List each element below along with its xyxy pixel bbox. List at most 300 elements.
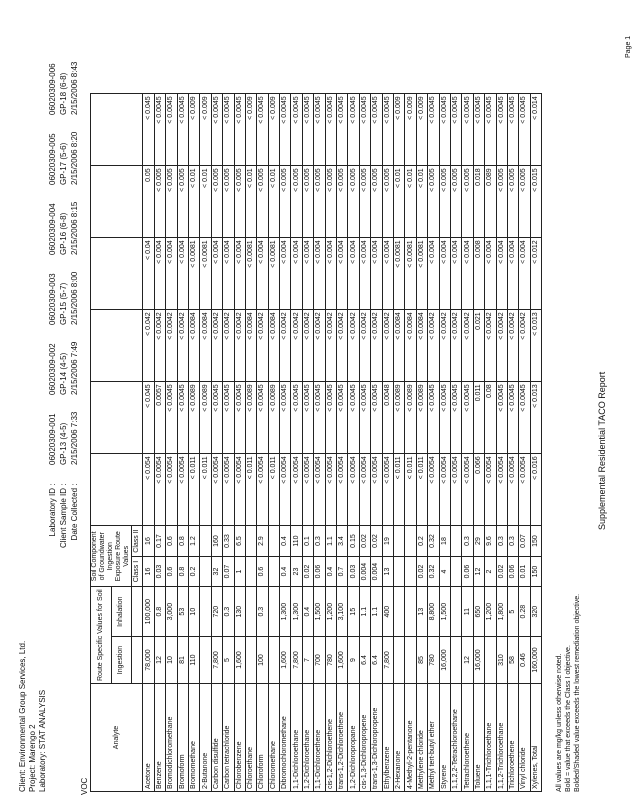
sample-result: < 0.0081: [200, 238, 211, 310]
lab-id-label: Laboratory ID :: [48, 483, 57, 537]
inhalation-value: 1.1: [359, 587, 370, 637]
inhalation-value: 8,800: [428, 587, 439, 637]
table-row: [177, 94, 188, 792]
inhalation-value: [245, 587, 256, 637]
inhalation-value: [450, 587, 461, 637]
sample-result: < 0.005: [177, 166, 188, 238]
inhalation-value: 1,800: [496, 587, 507, 637]
sample-result: 0.066: [473, 454, 484, 526]
inhalation-value: 0.3: [223, 587, 234, 637]
sample-result: < 0.0045: [166, 382, 177, 454]
ingestion-value: 780: [325, 637, 336, 684]
analyte-name: 1,1,2-Trichloroethane: [496, 684, 507, 792]
inhalation-value: 1,500: [439, 587, 450, 637]
table-row: [382, 94, 393, 792]
class-two-value: 0.3: [314, 526, 325, 557]
class-one-value: 0.02: [496, 556, 507, 587]
ingestion-value: 6.4: [371, 637, 382, 684]
sample-result: 0.08: [485, 382, 496, 454]
class-one-value: [245, 556, 256, 587]
inhalation-value: 3,000: [166, 587, 177, 637]
sample-result: < 0.0054: [211, 454, 222, 526]
analyte-name: Dibromochloromethane: [280, 684, 291, 792]
sample-result: < 0.0045: [519, 382, 530, 454]
sample-result: < 0.004: [280, 238, 291, 310]
client-sample-id-label: Client Sample ID :: [59, 483, 68, 548]
sample-result: < 0.0045: [371, 382, 382, 454]
ingestion-value: 12: [462, 637, 473, 684]
sample-result: < 0.004: [348, 238, 359, 310]
analyte-name: 4-Methyl-2-pentanone: [405, 684, 416, 792]
sample-result: < 0.0045: [314, 94, 325, 166]
analyte-name: cis-1,2-Dichloroethene: [325, 684, 336, 792]
sample-result: < 0.0081: [405, 238, 416, 310]
table-row: [428, 94, 439, 792]
inhalation-value: 3,100: [337, 587, 348, 637]
sample-result: < 0.005: [428, 166, 439, 238]
ingestion-value: 700: [314, 637, 325, 684]
class-one-value: 0.06: [507, 556, 518, 587]
table-row: [302, 94, 313, 792]
sample-result: < 0.0042: [291, 310, 302, 382]
sample-result: < 0.011: [200, 454, 211, 526]
sample-result: < 0.0089: [245, 382, 256, 454]
sample-result: < 0.0045: [359, 382, 370, 454]
inhalation-value: 15: [348, 587, 359, 637]
sample-result: < 0.0045: [223, 382, 234, 454]
class-one-value: 0.03: [154, 556, 165, 587]
class-one-value: 0.32: [428, 556, 439, 587]
sample-result: < 0.0054: [507, 454, 518, 526]
class-one-value: 32: [211, 556, 222, 587]
sample-result: < 0.0042: [507, 310, 518, 382]
sample-result: < 0.011: [188, 454, 199, 526]
sample-result: < 0.005: [280, 166, 291, 238]
ingestion-value: 1,600: [280, 637, 291, 684]
sample-result: < 0.0045: [234, 382, 245, 454]
class-two-value: 18: [439, 526, 450, 557]
class-two-value: 9.6: [485, 526, 496, 557]
class-one-value: 4: [439, 556, 450, 587]
sample-result: < 0.0045: [166, 94, 177, 166]
sample-result: < 0.0042: [439, 310, 450, 382]
inhalation-value: 1,300: [280, 587, 291, 637]
analyte-name: Tetrachloroethene: [462, 684, 473, 792]
sample-result: < 0.0042: [371, 310, 382, 382]
sample-result: < 0.005: [348, 166, 359, 238]
sample-result: < 0.0054: [359, 454, 370, 526]
table-row: [450, 94, 461, 792]
sample-result: < 0.01: [188, 166, 199, 238]
sample-result: < 0.005: [234, 166, 245, 238]
sample-result: < 0.01: [245, 166, 256, 238]
table-row: [462, 94, 473, 792]
sample-result: < 0.004: [371, 238, 382, 310]
inhalation-value: 5: [507, 587, 518, 637]
table-row: [359, 94, 370, 792]
sample-result: < 0.0084: [245, 310, 256, 382]
sample-result: < 0.0054: [166, 454, 177, 526]
sample-result: < 0.0045: [462, 94, 473, 166]
sample-result: < 0.0084: [405, 310, 416, 382]
ingestion-value: [245, 637, 256, 684]
ingestion-value: 58: [507, 637, 518, 684]
sample-result: < 0.015: [530, 166, 541, 238]
sample-result: < 0.009: [245, 94, 256, 166]
sample-result: < 0.0042: [154, 310, 165, 382]
sample-result: < 0.0045: [507, 382, 518, 454]
class-one-value: [450, 556, 461, 587]
class-two-value: 150: [530, 526, 541, 557]
sample-result: 0.021: [473, 310, 484, 382]
sample-result: < 0.0045: [348, 94, 359, 166]
class-two-value: 6.5: [234, 526, 245, 557]
inhalation-value: 1.1: [371, 587, 382, 637]
sample-column-header: [47, 175, 80, 255]
sample-result: < 0.0054: [234, 454, 245, 526]
route-specific-header: Route Specific Values for Soil: [91, 587, 112, 684]
sample-result: < 0.0045: [223, 94, 234, 166]
soil-component-header: Soil Component of Groundwater Ingestion Exposure Route Values: [91, 526, 132, 587]
ingestion-value: 12: [154, 637, 165, 684]
analyte-name: Benzene: [154, 684, 165, 792]
sample-result: < 0.0054: [154, 454, 165, 526]
sample-result: < 0.0084: [393, 310, 404, 382]
sample-result: < 0.0045: [337, 94, 348, 166]
analyte-name: Carbon tetrachloride: [223, 684, 234, 792]
class-one-value: 0.06: [462, 556, 473, 587]
sample-result: < 0.004: [337, 238, 348, 310]
sample-result: < 0.0042: [450, 310, 461, 382]
sample-result: < 0.0054: [280, 454, 291, 526]
sample-result: < 0.01: [405, 166, 416, 238]
sample-result: < 0.0054: [428, 454, 439, 526]
inhalation-value: 10: [188, 587, 199, 637]
inhalation-value: 1,300: [291, 587, 302, 637]
sample-date: 2/15/2006 8:00: [70, 271, 79, 325]
analyte-name: cis-1,3-Dichloropropene: [359, 684, 370, 792]
analyte-name: Chloromethane: [268, 684, 279, 792]
analyte-name: Chloroethane: [245, 684, 256, 792]
sample-result: < 0.0045: [450, 382, 461, 454]
sample-result: < 0.0045: [462, 382, 473, 454]
ingestion-value: [485, 637, 496, 684]
sample-result: 0.018: [473, 166, 484, 238]
sample-result: < 0.0042: [382, 310, 393, 382]
inhalation-value: 1,200: [485, 587, 496, 637]
sample-result: < 0.0045: [496, 94, 507, 166]
sample-lab-id: 06020309-004: [48, 203, 57, 255]
class-one-value: 12: [473, 556, 484, 587]
analyte-name: Xylenes, Total: [530, 684, 541, 792]
sample-result: < 0.0042: [302, 310, 313, 382]
sample-result: < 0.0045: [450, 94, 461, 166]
page-number: Page 1: [625, 35, 632, 58]
class-one-value: 13: [382, 556, 393, 587]
sample-lab-id: 06020309-001: [48, 413, 57, 465]
sample-result: < 0.005: [325, 166, 336, 238]
ingestion-value: 0.46: [519, 637, 530, 684]
sample-result: < 0.011: [405, 454, 416, 526]
sample-result: < 0.0045: [257, 382, 268, 454]
sample-result: < 0.0054: [439, 454, 450, 526]
sample-result: < 0.005: [257, 166, 268, 238]
sample-result: < 0.004: [325, 238, 336, 310]
class-one-value: 0.004: [371, 556, 382, 587]
inhalation-value: [393, 587, 404, 637]
sample-result: < 0.011: [245, 454, 256, 526]
sample-result: 0.011: [473, 382, 484, 454]
class-one-value: 0.004: [359, 556, 370, 587]
class-two-value: 0.1: [302, 526, 313, 557]
table-row: [473, 94, 484, 792]
class-two-value: 0.4: [280, 526, 291, 557]
table-row: [200, 94, 211, 792]
sample-result: 0.0048: [382, 382, 393, 454]
footnote: Bolded/Shaded value exceeds the lowest remediation objective.: [574, 593, 581, 792]
table-row: [530, 94, 541, 792]
sample-client-id: GP-16 (6-8): [59, 212, 68, 255]
sample-client-id: GP-17 (5-6): [59, 142, 68, 185]
sample-result: < 0.0054: [223, 454, 234, 526]
sample-lab-id: 06020309-002: [48, 343, 57, 395]
analyte-name: Trichloroethene: [507, 684, 518, 792]
sample-column-header: [47, 105, 80, 185]
sample-result: < 0.0045: [348, 382, 359, 454]
sample-result: < 0.0045: [257, 94, 268, 166]
table-row: [280, 94, 291, 792]
ingestion-header: Ingestion: [111, 637, 132, 684]
sample-result: < 0.0054: [177, 454, 188, 526]
ingestion-value: 81: [177, 637, 188, 684]
sample-result: < 0.005: [166, 166, 177, 238]
sample-date: 2/15/2006 7:49: [70, 341, 79, 395]
sample-result: < 0.0045: [439, 382, 450, 454]
inhalation-value: 1,500: [314, 587, 325, 637]
class-two-value: [268, 526, 279, 557]
class-one-value: 0.4: [325, 556, 336, 587]
class-one-value: [405, 556, 416, 587]
sample-result: < 0.0045: [382, 94, 393, 166]
ingestion-value: 6.4: [359, 637, 370, 684]
sample-result: < 0.01: [416, 166, 427, 238]
laboratory-line: Laboratory: STAT ANALYSIS: [38, 689, 47, 792]
class-one-value: 0.02: [302, 556, 313, 587]
sample-header-labels: [47, 484, 80, 548]
sample-result: < 0.0045: [177, 382, 188, 454]
class-two-value: 0.15: [348, 526, 359, 557]
ingestion-value: 160,000: [530, 637, 541, 684]
sample-result: 0.0057: [154, 382, 165, 454]
ingestion-value: 100: [257, 637, 268, 684]
ingestion-value: [405, 637, 416, 684]
analyte-name: Chloroform: [257, 684, 268, 792]
sample-result: < 0.0054: [519, 454, 530, 526]
class-one-value: 0.8: [177, 556, 188, 587]
inhalation-value: 100,000: [143, 587, 154, 637]
class-one-value: 0.4: [280, 556, 291, 587]
sample-result: < 0.011: [416, 454, 427, 526]
sample-result: < 0.0089: [188, 382, 199, 454]
sample-result: < 0.009: [268, 94, 279, 166]
analyte-name: trans-1,3-Dichloropropene: [371, 684, 382, 792]
sample-result: < 0.0045: [439, 94, 450, 166]
sample-result: < 0.0084: [188, 310, 199, 382]
sample-result: < 0.004: [462, 238, 473, 310]
sample-result: < 0.009: [393, 94, 404, 166]
sample-result: < 0.0081: [416, 238, 427, 310]
class-two-value: 0.3: [507, 526, 518, 557]
sample-result: < 0.0054: [257, 454, 268, 526]
sample-result: < 0.0042: [314, 310, 325, 382]
inhalation-value: 0.8: [154, 587, 165, 637]
class-two-value: 1.2: [188, 526, 199, 557]
sample-result: < 0.004: [177, 238, 188, 310]
sample-result: < 0.0054: [348, 454, 359, 526]
sample-result: < 0.0045: [496, 382, 507, 454]
class-two-value: [245, 526, 256, 557]
class-two-value: 0.02: [371, 526, 382, 557]
footnotes: [555, 594, 582, 792]
sample-result: < 0.0089: [268, 382, 279, 454]
sample-result: < 0.004: [166, 238, 177, 310]
table-row: [439, 94, 450, 792]
sample-result: 0.008: [473, 238, 484, 310]
sample-result: < 0.005: [359, 166, 370, 238]
sample-result: < 0.042: [143, 310, 154, 382]
results-table: [90, 93, 542, 792]
inhalation-value: [405, 587, 416, 637]
sample-result: < 0.054: [143, 454, 154, 526]
table-row: [314, 94, 325, 792]
class-two-value: 0.2: [416, 526, 427, 557]
analyte-name: 1,1-Dichloroethene: [314, 684, 325, 792]
class-two-value: [405, 526, 416, 557]
analyte-name: 1,1,2,2-Tetrachloroethane: [450, 684, 461, 792]
ingestion-value: 310: [496, 637, 507, 684]
class-one-value: 0.06: [314, 556, 325, 587]
sample-result: < 0.011: [393, 454, 404, 526]
sample-result: < 0.0081: [268, 238, 279, 310]
sample-result: < 0.009: [200, 94, 211, 166]
sample-result: < 0.004: [314, 238, 325, 310]
sample-client-id: GP-18 (6-8): [59, 72, 68, 115]
sample-result: < 0.005: [223, 166, 234, 238]
table-row: [223, 94, 234, 792]
sample-result: < 0.004: [496, 238, 507, 310]
sample-result: < 0.005: [496, 166, 507, 238]
sample-result: < 0.0045: [302, 382, 313, 454]
table-row: [245, 94, 256, 792]
sample-result: < 0.004: [382, 238, 393, 310]
sample-result: < 0.004: [507, 238, 518, 310]
class-two-header: Class II: [132, 526, 143, 557]
sample-result: < 0.01: [393, 166, 404, 238]
class-one-header: Class I: [132, 556, 143, 587]
ingestion-value: 9: [348, 637, 359, 684]
class-two-value: 29: [473, 526, 484, 557]
analyte-header: Analyte: [91, 684, 143, 792]
class-two-value: 0.07: [519, 526, 530, 557]
sample-result: < 0.0045: [177, 94, 188, 166]
ingestion-value: [450, 637, 461, 684]
client-line: Client: Environmental Group Services, Ltd.: [18, 640, 27, 792]
sample-result: < 0.0042: [325, 310, 336, 382]
analyte-name: Toluene: [473, 684, 484, 792]
ingestion-value: 110: [188, 637, 199, 684]
ingestion-value: [393, 637, 404, 684]
ingestion-value: 78,000: [143, 637, 154, 684]
table-row: [257, 94, 268, 792]
sample-result: < 0.005: [302, 166, 313, 238]
sample-result: < 0.0054: [382, 454, 393, 526]
class-two-value: 160: [211, 526, 222, 557]
sample-result: < 0.0045: [325, 382, 336, 454]
sample-result: < 0.0054: [371, 454, 382, 526]
class-two-value: 0.33: [223, 526, 234, 557]
sample-result: < 0.0045: [291, 382, 302, 454]
voc-label: VOC: [80, 777, 89, 795]
table-row: [166, 94, 177, 792]
sample-result: < 0.0054: [485, 454, 496, 526]
sample-result: < 0.0045: [507, 94, 518, 166]
table-row: [371, 94, 382, 792]
ingestion-value: 5: [223, 637, 234, 684]
sample-result: < 0.0081: [245, 238, 256, 310]
table-row: [291, 94, 302, 792]
sample-date: 2/15/2006 8:20: [70, 131, 79, 185]
class-two-value: 0.3: [496, 526, 507, 557]
table-row: [507, 94, 518, 792]
sample-result: < 0.0045: [325, 94, 336, 166]
sample-result: < 0.004: [519, 238, 530, 310]
ingestion-value: 1,600: [337, 637, 348, 684]
class-two-value: 3.4: [337, 526, 348, 557]
analyte-name: 1,1-Dichloroethane: [291, 684, 302, 792]
table-row: [405, 94, 416, 792]
analyte-name: Bromoform: [177, 684, 188, 792]
sample-result: < 0.0045: [371, 94, 382, 166]
table-header-row: [91, 94, 112, 792]
sample-result: < 0.013: [530, 382, 541, 454]
inhalation-value: 400: [382, 587, 393, 637]
sample-result: < 0.0045: [359, 94, 370, 166]
sample-result: < 0.0042: [337, 310, 348, 382]
class-two-value: 0.02: [359, 526, 370, 557]
sample-result: < 0.0045: [302, 94, 313, 166]
sample-result: < 0.004: [223, 238, 234, 310]
sample-result: < 0.0042: [177, 310, 188, 382]
class-two-value: 110: [291, 526, 302, 557]
sample-result: < 0.005: [519, 166, 530, 238]
inhalation-value: 13: [416, 587, 427, 637]
sample-result: < 0.009: [416, 94, 427, 166]
class-two-value: 0.6: [166, 526, 177, 557]
class-two-value: 0.17: [154, 526, 165, 557]
class-two-value: 0.3: [462, 526, 473, 557]
report-title: Supplemental Residential TACO Report: [597, 371, 607, 530]
class-one-value: 2: [485, 556, 496, 587]
class-one-value: 0.7: [337, 556, 348, 587]
sample-result: < 0.009: [405, 94, 416, 166]
analyte-name: Methylene chloride: [416, 684, 427, 792]
inhalation-value: 320: [530, 587, 541, 637]
table-row: [519, 94, 530, 792]
sample-result: < 0.01: [268, 166, 279, 238]
sample-result: < 0.004: [211, 238, 222, 310]
analyte-name: Carbon disulfide: [211, 684, 222, 792]
sample-date: 2/15/2006 8:43: [70, 61, 79, 115]
